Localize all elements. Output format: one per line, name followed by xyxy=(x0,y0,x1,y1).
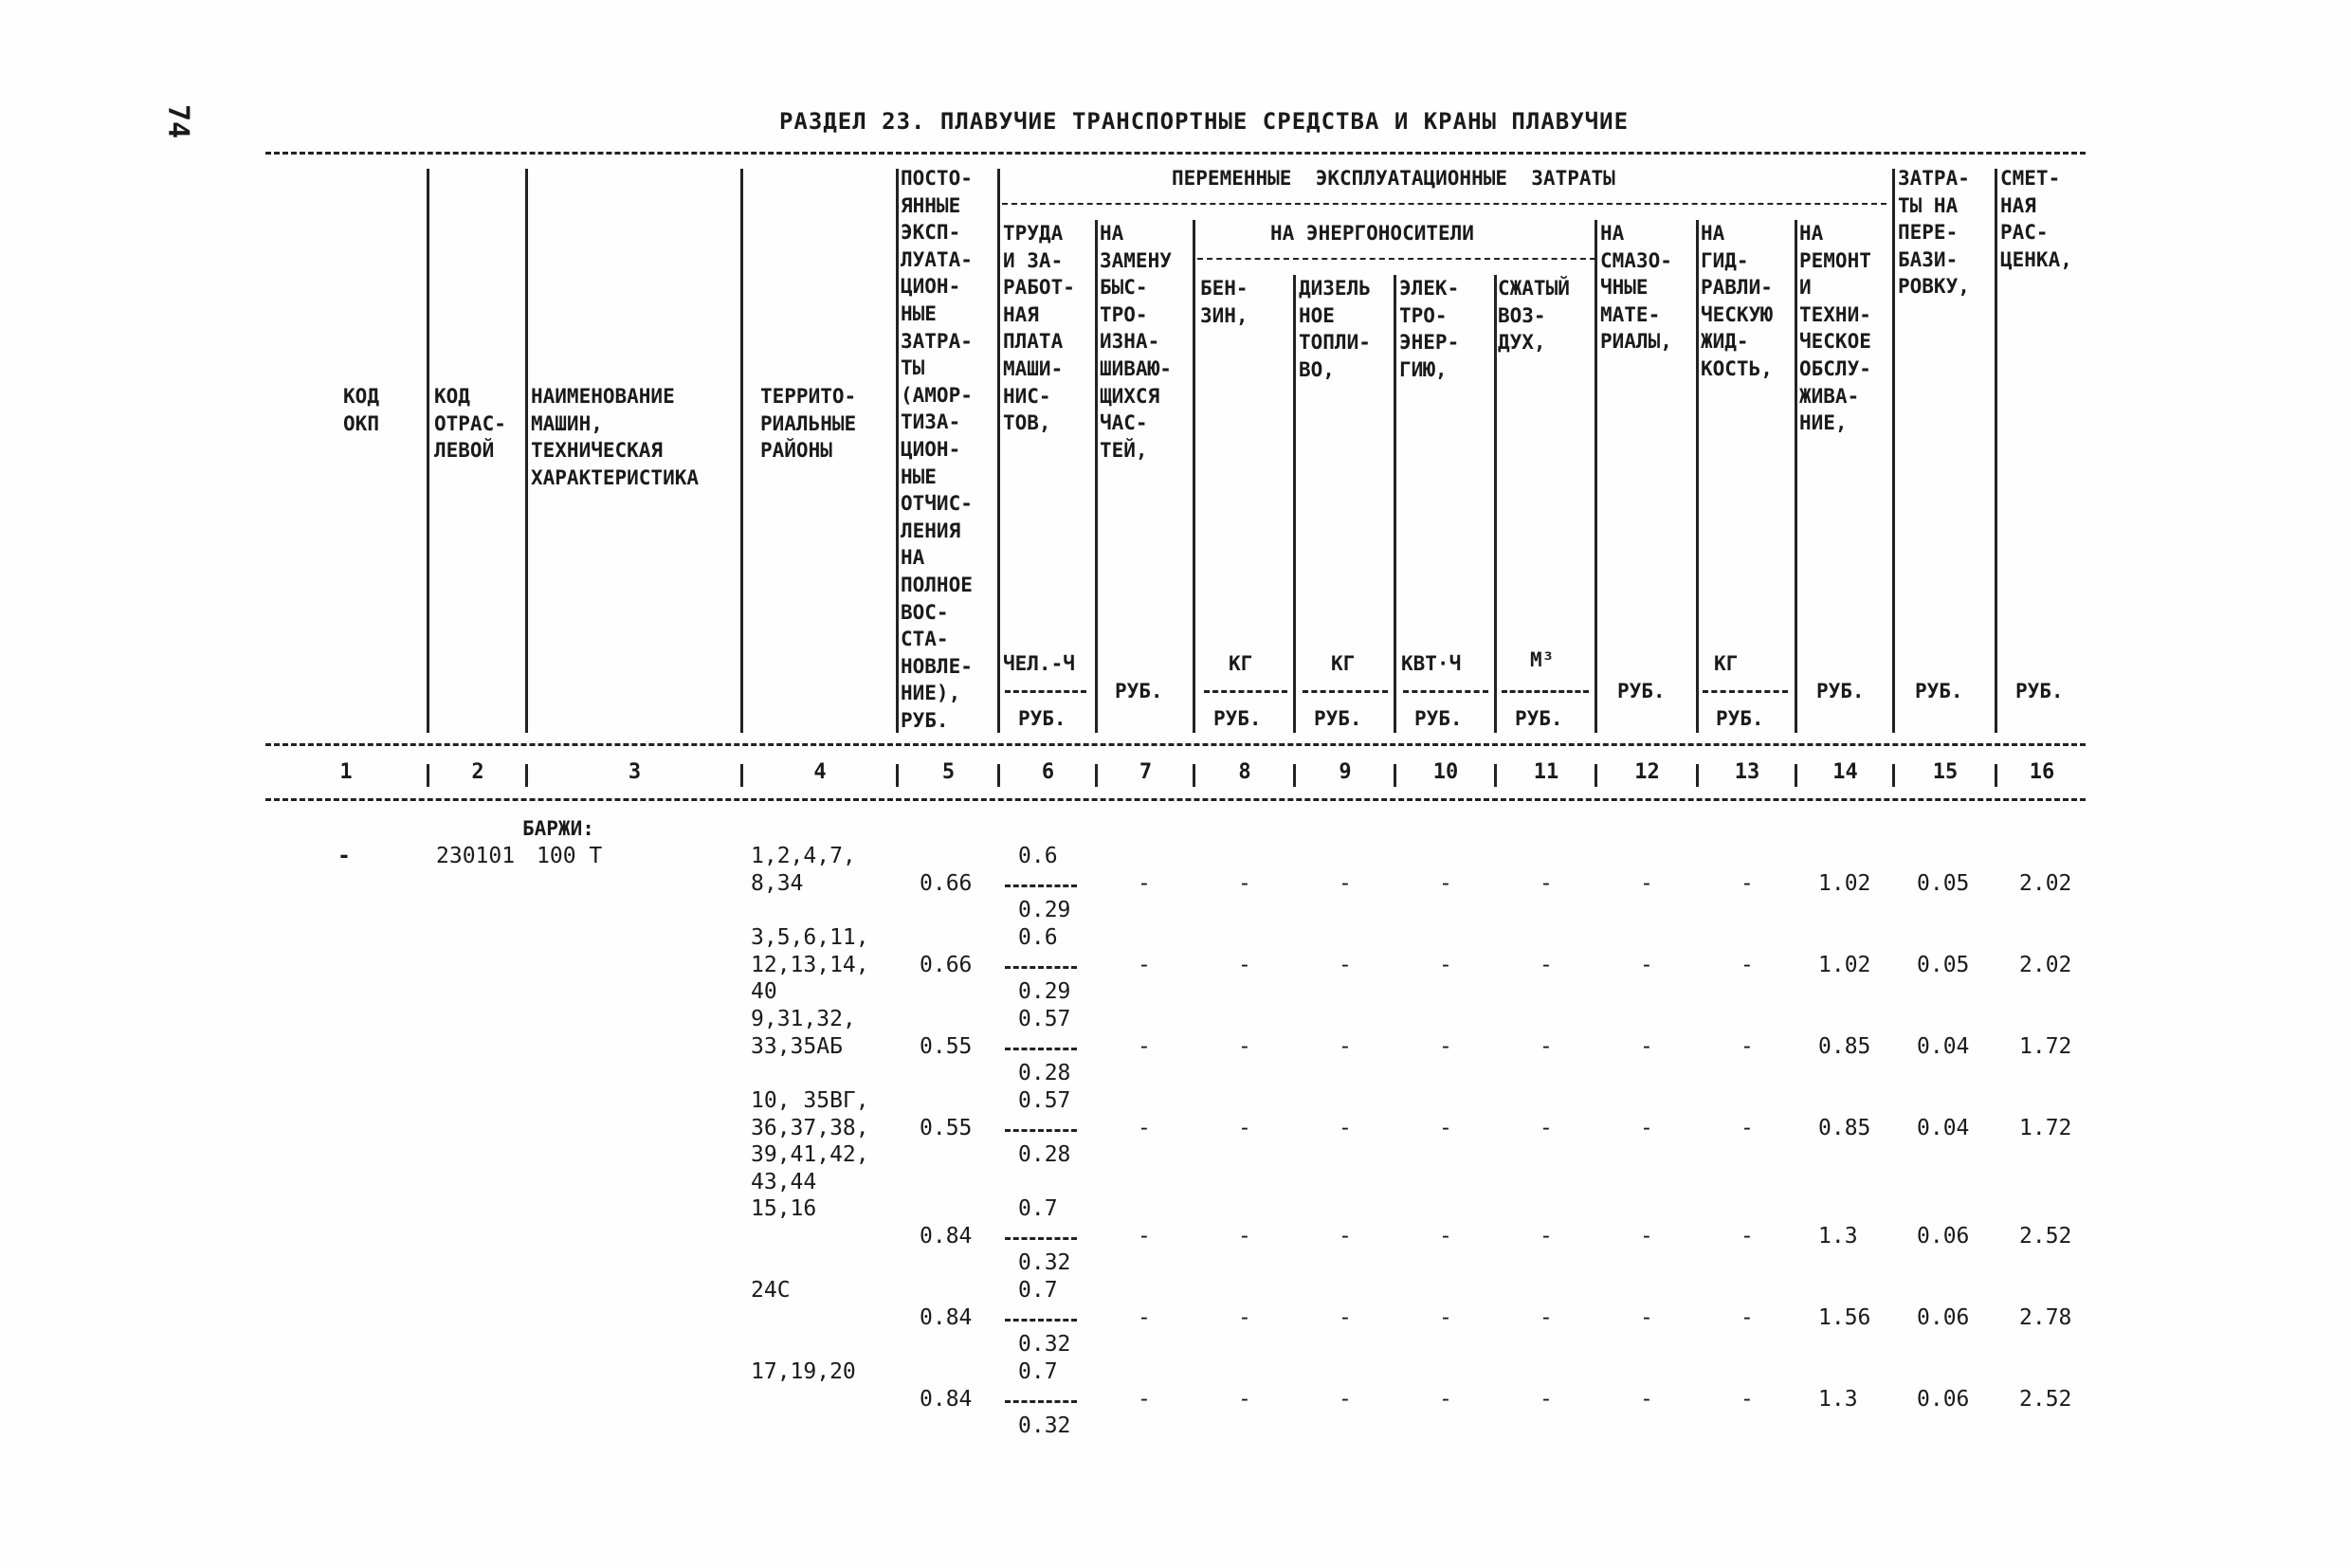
header-machine-name: НАИМЕНОВАНИЕ МАШИН, ТЕХНИЧЕСКАЯ ХАРАКТЕРИСТИКА xyxy=(531,385,700,489)
empty-value-dash: - xyxy=(1439,1033,1452,1059)
empty-value-dash: - xyxy=(1238,1304,1251,1330)
page-title: РАЗДЕЛ 23. ПЛАВУЧИЕ ТРАНСПОРТНЫЕ СРЕДСТВА И КРАНЫ ПЛАВУЧИЕ xyxy=(778,108,1630,135)
labor-hours-value: 0.7 xyxy=(1018,1278,1058,1303)
header-relocation: ЗАТРА- ТЫ НА ПЕРЕ- БАЗИ- РОВКУ, xyxy=(1898,167,1970,299)
labor-cost-value: 0.29 xyxy=(1018,979,1071,1005)
header-labor-unit-top: ЧЕЛ.-Ч xyxy=(1003,652,1075,675)
estimate-value: 2.52 xyxy=(2019,1223,2072,1249)
column-number: 16 xyxy=(2029,760,2055,784)
empty-value-dash: - xyxy=(1138,1115,1151,1140)
header-fixed-costs: ПОСТО- ЯННЫЕ ЭКСП- ЛУАТА- ЦИОН- НЫЕ ЗАТРА- ТЫ (АМОР- ТИЗА- ЦИОН- НЫЕ ОТЧИС- ЛЕНИЯ НА ПОЛНОЕ ВОС- СТА- НОВЛЕ- НИЕ), РУБ. xyxy=(901,167,973,732)
fraction-line xyxy=(1005,1400,1077,1403)
estimate-value: 2.52 xyxy=(2019,1386,2072,1412)
empty-value-dash: - xyxy=(1138,1304,1151,1330)
empty-value-dash: - xyxy=(1339,1033,1352,1059)
repair-cost-value: 0.85 xyxy=(1818,1033,1871,1059)
labor-hours-value: 0.6 xyxy=(1018,925,1058,950)
col-divider xyxy=(740,764,743,787)
fraction-line xyxy=(1005,1048,1077,1050)
column-number: 12 xyxy=(1634,760,1660,784)
empty-value-dash: - xyxy=(1439,870,1452,896)
header-industry-code: КОД ОТРАС- ЛЕВОЙ xyxy=(434,385,506,463)
fixed-cost-value: 0.66 xyxy=(920,870,973,896)
header-parts-unit: РУБ. xyxy=(1115,680,1163,702)
empty-value-dash: - xyxy=(1138,870,1151,896)
relocation-cost-value: 0.04 xyxy=(1917,1033,1970,1059)
okp-code: - xyxy=(337,844,351,868)
empty-value-dash: - xyxy=(1740,1304,1754,1330)
col-divider xyxy=(1095,220,1098,733)
empty-value-dash: - xyxy=(1439,1386,1452,1412)
empty-value-dash: - xyxy=(1339,1223,1352,1249)
estimate-value: 2.02 xyxy=(2019,870,2072,896)
header-diesel-unit-bottom: РУБ. xyxy=(1314,707,1362,730)
fixed-cost-value: 0.55 xyxy=(920,1115,973,1140)
header-variable-costs: ПЕРЕМЕННЫЕ ЭКСПЛУАТАЦИОННЫЕ ЗАТРАТЫ xyxy=(1172,167,1615,190)
empty-value-dash: - xyxy=(1640,1386,1653,1412)
empty-value-dash: - xyxy=(1339,952,1352,977)
relocation-cost-value: 0.04 xyxy=(1917,1115,1970,1140)
col-divider xyxy=(1394,764,1396,787)
group-label: БАРЖИ: xyxy=(522,817,594,840)
unit-fraction-line xyxy=(1204,690,1287,693)
column-number: 10 xyxy=(1432,760,1459,784)
empty-value-dash: - xyxy=(1439,1304,1452,1330)
header-compressed-air: СЖАТЫЙ ВОЗ- ДУХ, xyxy=(1498,277,1570,355)
col-divider xyxy=(1795,764,1797,787)
col-divider xyxy=(1293,275,1296,733)
header-hydraulic-unit-bottom: РУБ. xyxy=(1716,707,1764,730)
fixed-cost-value: 0.66 xyxy=(920,952,973,977)
column-number: 14 xyxy=(1832,760,1858,784)
col-divider xyxy=(1394,275,1396,733)
relocation-cost-value: 0.06 xyxy=(1917,1386,1970,1412)
empty-value-dash: - xyxy=(1740,1115,1754,1140)
col-divider xyxy=(997,169,1000,733)
header-lubricants-unit: РУБ. xyxy=(1617,680,1666,702)
energy-rule xyxy=(1197,258,1595,260)
industry-code: 230101 xyxy=(436,844,516,868)
estimate-value: 2.78 xyxy=(2019,1304,2072,1330)
column-number: 8 xyxy=(1238,760,1251,784)
empty-value-dash: - xyxy=(1540,1033,1553,1059)
col-divider xyxy=(1494,275,1497,733)
region-list: 10, 35ВГ, 36,37,38, 39,41,42, 43,44 xyxy=(751,1088,869,1194)
empty-value-dash: - xyxy=(1238,1223,1251,1249)
relocation-cost-value: 0.05 xyxy=(1917,952,1970,977)
repair-cost-value: 1.56 xyxy=(1818,1304,1871,1330)
column-number: 15 xyxy=(1932,760,1959,784)
col-divider xyxy=(1892,169,1895,733)
page-number: 74 xyxy=(161,104,194,139)
col-divider xyxy=(1193,764,1195,787)
col-divider xyxy=(1995,169,1997,733)
header-diesel-unit-top: КГ xyxy=(1331,652,1356,675)
empty-value-dash: - xyxy=(1339,1115,1352,1140)
column-number: 2 xyxy=(471,760,484,784)
empty-value-dash: - xyxy=(1540,1386,1553,1412)
empty-value-dash: - xyxy=(1740,870,1754,896)
labor-cost-value: 0.29 xyxy=(1018,898,1071,923)
variable-costs-rule xyxy=(1002,203,1886,205)
labor-hours-value: 0.6 xyxy=(1018,844,1058,868)
empty-value-dash: - xyxy=(1238,1386,1251,1412)
header-okp-code: КОД ОКП xyxy=(343,385,379,435)
col-divider xyxy=(427,169,429,733)
fraction-line xyxy=(1005,1129,1077,1132)
region-list: 9,31,32, 33,35АБ xyxy=(751,1007,856,1059)
estimate-value: 1.72 xyxy=(2019,1115,2072,1140)
estimate-value: 2.02 xyxy=(2019,952,2072,977)
header-compressed-air-unit-bottom: РУБ. xyxy=(1515,707,1563,730)
labor-cost-value: 0.32 xyxy=(1018,1250,1071,1276)
empty-value-dash: - xyxy=(1339,1304,1352,1330)
col-divider xyxy=(1795,220,1797,733)
fixed-cost-value: 0.84 xyxy=(920,1304,973,1330)
empty-value-dash: - xyxy=(1238,870,1251,896)
labor-cost-value: 0.32 xyxy=(1018,1413,1071,1439)
relocation-cost-value: 0.06 xyxy=(1917,1304,1970,1330)
header-hydraulic-fluid: НА ГИД- РАВЛИ- ЧЕСКУЮ ЖИД- КОСТЬ, xyxy=(1701,222,1773,380)
empty-value-dash: - xyxy=(1740,1386,1754,1412)
empty-value-dash: - xyxy=(1339,1386,1352,1412)
fraction-line xyxy=(1005,966,1077,969)
labor-hours-value: 0.7 xyxy=(1018,1359,1058,1384)
empty-value-dash: - xyxy=(1138,1386,1151,1412)
column-number: 1 xyxy=(339,760,353,784)
fixed-cost-value: 0.84 xyxy=(920,1223,973,1249)
labor-hours-value: 0.57 xyxy=(1018,1007,1071,1031)
col-divider xyxy=(1293,764,1296,787)
column-number: 6 xyxy=(1041,760,1055,784)
empty-value-dash: - xyxy=(1540,870,1553,896)
header-electricity-unit-bottom: РУБ. xyxy=(1414,707,1463,730)
column-number: 7 xyxy=(1139,760,1153,784)
empty-value-dash: - xyxy=(1640,1304,1653,1330)
fraction-line xyxy=(1005,1237,1077,1240)
header-lubricants: НА СМАЗО- ЧНЫЕ МАТЕ- РИАЛЫ, xyxy=(1600,222,1672,354)
header-labor-unit-bottom: РУБ. xyxy=(1018,707,1066,730)
col-divider xyxy=(1995,764,1997,787)
empty-value-dash: - xyxy=(1540,952,1553,977)
region-list: 24С xyxy=(751,1278,791,1303)
column-numbers-bottom-rule xyxy=(265,798,2086,801)
header-gasoline: БЕН- ЗИН, xyxy=(1200,277,1248,327)
repair-cost-value: 0.85 xyxy=(1818,1115,1871,1140)
header-regions: ТЕРРИТО- РИАЛЬНЫЕ РАЙОНЫ xyxy=(760,385,857,463)
empty-value-dash: - xyxy=(1238,1115,1251,1140)
repair-cost-value: 1.3 xyxy=(1818,1223,1858,1249)
col-divider xyxy=(1193,220,1195,733)
col-divider xyxy=(1696,764,1699,787)
fixed-cost-value: 0.55 xyxy=(920,1033,973,1059)
empty-value-dash: - xyxy=(1740,1223,1754,1249)
col-divider xyxy=(1595,220,1597,733)
empty-value-dash: - xyxy=(1339,870,1352,896)
empty-value-dash: - xyxy=(1238,952,1251,977)
col-divider xyxy=(427,764,429,787)
fixed-cost-value: 0.84 xyxy=(920,1386,973,1412)
region-list: 3,5,6,11, 12,13,14, 40 xyxy=(751,925,869,1005)
empty-value-dash: - xyxy=(1138,1033,1151,1059)
header-compressed-air-unit-top: М³ xyxy=(1530,648,1555,671)
column-number: 13 xyxy=(1734,760,1760,784)
unit-fraction-line xyxy=(1005,690,1086,693)
labor-cost-value: 0.32 xyxy=(1018,1332,1071,1358)
column-number: 9 xyxy=(1339,760,1352,784)
header-diesel: ДИЗЕЛЬ НОЕ ТОПЛИ- ВО, xyxy=(1299,277,1371,381)
region-list: 1,2,4,7, 8,34 xyxy=(751,844,856,896)
col-divider xyxy=(896,764,899,787)
relocation-cost-value: 0.06 xyxy=(1917,1223,1970,1249)
col-divider xyxy=(1595,764,1597,787)
repair-cost-value: 1.3 xyxy=(1818,1386,1858,1412)
col-divider xyxy=(1494,764,1497,787)
empty-value-dash: - xyxy=(1740,1033,1754,1059)
empty-value-dash: - xyxy=(1540,1223,1553,1249)
empty-value-dash: - xyxy=(1740,952,1754,977)
estimate-value: 1.72 xyxy=(2019,1033,2072,1059)
empty-value-dash: - xyxy=(1439,952,1452,977)
col-divider xyxy=(1696,220,1699,733)
unit-fraction-line xyxy=(1303,690,1388,693)
header-relocation-unit: РУБ. xyxy=(1915,680,1963,702)
region-list: 17,19,20 xyxy=(751,1359,856,1384)
machine-name: 100 Т xyxy=(537,844,603,868)
empty-value-dash: - xyxy=(1640,952,1653,977)
empty-value-dash: - xyxy=(1439,1223,1452,1249)
column-number: 3 xyxy=(628,760,642,784)
empty-value-dash: - xyxy=(1238,1033,1251,1059)
header-estimate: СМЕТ- НАЯ РАС- ЦЕНКА, xyxy=(2000,167,2072,271)
header-gasoline-unit-bottom: РУБ. xyxy=(1213,707,1262,730)
header-electricity: ЭЛЕК- ТРО- ЭНЕР- ГИЮ, xyxy=(1399,277,1460,381)
table-top-rule xyxy=(265,152,2086,155)
header-repair: НА РЕМОНТ И ТЕХНИ- ЧЕСКОЕ ОБСЛУ- ЖИВА- НИЕ, xyxy=(1799,222,1871,435)
empty-value-dash: - xyxy=(1439,1115,1452,1140)
fraction-line xyxy=(1005,1319,1077,1322)
relocation-cost-value: 0.05 xyxy=(1917,870,1970,896)
header-electricity-unit-top: КВТ·Ч xyxy=(1401,652,1462,675)
repair-cost-value: 1.02 xyxy=(1818,870,1871,896)
repair-cost-value: 1.02 xyxy=(1818,952,1871,977)
empty-value-dash: - xyxy=(1540,1304,1553,1330)
header-parts: НА ЗАМЕНУ БЫС- ТРО- ИЗНА- ШИВАЮ- ЩИХСЯ ЧАС- ТЕЙ, xyxy=(1100,222,1172,462)
col-divider xyxy=(896,169,899,733)
fraction-line xyxy=(1005,884,1077,887)
header-gasoline-unit-top: КГ xyxy=(1229,652,1253,675)
col-divider xyxy=(740,169,743,733)
labor-hours-value: 0.7 xyxy=(1018,1196,1058,1221)
header-bottom-rule xyxy=(265,743,2086,746)
col-divider xyxy=(525,764,528,787)
header-labor: ТРУДА И ЗА- РАБОТ- НАЯ ПЛАТА МАШИ- НИС- ТОВ, xyxy=(1003,222,1075,435)
column-number: 4 xyxy=(813,760,827,784)
empty-value-dash: - xyxy=(1640,870,1653,896)
unit-fraction-line xyxy=(1703,690,1788,693)
labor-cost-value: 0.28 xyxy=(1018,1142,1071,1168)
col-divider xyxy=(1095,764,1098,787)
col-divider xyxy=(997,764,1000,787)
empty-value-dash: - xyxy=(1540,1115,1553,1140)
column-number: 11 xyxy=(1533,760,1559,784)
empty-value-dash: - xyxy=(1640,1115,1653,1140)
empty-value-dash: - xyxy=(1138,1223,1151,1249)
header-repair-unit: РУБ. xyxy=(1816,680,1865,702)
empty-value-dash: - xyxy=(1138,952,1151,977)
labor-hours-value: 0.57 xyxy=(1018,1088,1071,1113)
header-hydraulic-unit-top: КГ xyxy=(1714,652,1739,675)
header-estimate-unit: РУБ. xyxy=(2015,680,2064,702)
column-number: 5 xyxy=(941,760,956,784)
unit-fraction-line xyxy=(1502,690,1589,693)
col-divider xyxy=(525,169,528,733)
empty-value-dash: - xyxy=(1640,1223,1653,1249)
col-divider xyxy=(1892,764,1895,787)
region-list: 15,16 xyxy=(751,1196,817,1221)
unit-fraction-line xyxy=(1403,690,1488,693)
header-energy: НА ЭНЕРГОНОСИТЕЛИ xyxy=(1270,222,1474,245)
empty-value-dash: - xyxy=(1640,1033,1653,1059)
labor-cost-value: 0.28 xyxy=(1018,1061,1071,1086)
